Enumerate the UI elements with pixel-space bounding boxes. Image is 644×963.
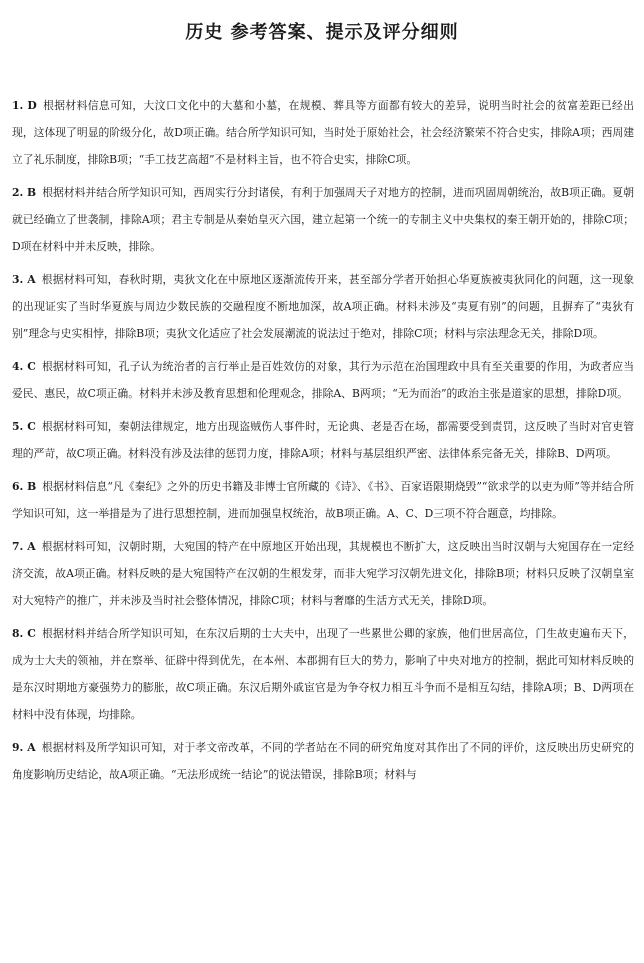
answer-item-9 (12, 734, 634, 788)
page-title: 历史 参考答案、提示及评分细则 (185, 22, 459, 43)
answer-number: 3. A (12, 273, 36, 286)
answer-number: 4. C (12, 360, 36, 373)
answer-text: 根据材料信息可知，大汶口文化中的大墓和小墓，在规模、葬具等方面都有较大的差异，说明当时社会的贫富差距已经出现，这体现了明显的阶级分化，故D项正确。结合所学知识可知，当时处于原始社会，社会经济繁荣不符合史实，排除A项；西周建立了礼乐制度，排除B项；“手工技艺高超”不是材料主旨，也不符合史实，排除C项。 (12, 99, 634, 166)
answer-number: 2. B (12, 186, 37, 199)
answer-text: 根据材料可知，春秋时期，夷狄文化在中原地区逐渐流传开来，甚至部分学者开始担心华夏族被夷狄同化的问题，这一现象的出现证实了当时华夏族与周边少数民族的交融程度不断地加深，故A项正确。材料未涉及“夷夏有别”的问题，且摒弃了“夷狄有别”理念与史实相悖，排除B项；夷狄文化适应了社会发展潮流的说法过于绝对，排除C项；材料与宗法理念无关，排除D项。 (12, 273, 634, 340)
answer-item-6 (12, 473, 634, 527)
answer-number: 6. B (12, 480, 37, 493)
answer-text: 根据材料及所学知识可知，对于孝文帝改革，不同的学者站在不同的研究角度对其作出了不同的评价，这反映出历史研究的角度影响历史结论，故A项正确。“无法形成统一结论”的说法错误，排除B项；材料与 (12, 741, 634, 781)
answer-text: 根据材料并结合所学知识可知，西周实行分封诸侯，有利于加强周天子对地方的控制，进而巩固周朝统治，故B项正确。夏朝就已经确立了世袭制，排除A项；君主专制是从秦始皇灭六国，建立起第一个统一的专制主义中央集权的秦王朝开始的，排除C项；D项在材料中并未反映，排除。 (12, 186, 634, 253)
answer-item-1 (12, 92, 634, 173)
answer-text: 根据材料可知，汉朝时期，大宛国的特产在中原地区开始出现，其规模也不断扩大，这反映出当时汉朝与大宛国存在一定经济交流，故A项正确。材料反映的是大宛国特产在汉朝的生根发芽，而非大宛学习汉朝先进文化，排除B项；材料只反映了汉朝皇室对大宛特产的推广，并未涉及当时社会整体情况，排除C项；材料与奢靡的生活方式无关，排除D项。 (12, 540, 634, 607)
answer-item-4 (12, 353, 634, 407)
answer-item-8 (12, 620, 634, 728)
answer-number: 1. D (12, 99, 37, 112)
answer-item-7 (12, 533, 634, 614)
answer-number: 8. C (12, 627, 36, 640)
answer-list (12, 92, 634, 794)
answer-text: 根据材料信息“凡《秦纪》之外的历史书籍及非博士官所藏的《诗》、《书》、百家语限期烧毁”“欲求学的以吏为师”等并结合所学知识可知，这一举措是为了进行思想控制，进而加强皇权统治，故B项正确。A、C、D三项不符合题意，均排除。 (12, 480, 635, 520)
answer-number: 7. A (12, 540, 36, 553)
answer-item-3 (12, 266, 634, 347)
answer-item-2 (12, 179, 634, 260)
answer-text: 根据材料可知，孔子认为统治者的言行举止是百姓效仿的对象，其行为示范在治国理政中具有至关重要的作用，为政者应当爱民、惠民，故C项正确。材料并未涉及教育思想和伦理观念，排除A、B两项；“无为而治”的政治主张是道家的思想，排除D项。 (12, 360, 634, 400)
answer-text: 根据材料可知，秦朝法律规定，地方出现盗贼伤人事件时，无论典、老是否在场，都需要受到责罚，这反映了当时对官吏管理的严苛，故C项正确。材料没有涉及法律的惩罚力度，排除A项；材料与基层组织严密、法律体系完备无关，排除B、D两项。 (12, 420, 634, 460)
answer-number: 5. C (12, 420, 36, 433)
answer-number: 9. A (12, 741, 36, 754)
answer-text: 根据材料并结合所学知识可知，在东汉后期的士大夫中，出现了一些累世公卿的家族，他们世居高位，门生故吏遍布天下，成为士大夫的领袖，并在察举、征辟中得到优先，在本州、本郡拥有巨大的势力，影响了中央对地方的控制，据此可知材料反映的是东汉时期地方豪强势力的膨胀，故C项正确。东汉后期外戚宦官是为争夺权力相互斗争而不是相互勾结，排除A项；B、D两项在材料中没有体现，均排除。 (12, 627, 634, 721)
answer-item-5 (12, 413, 634, 467)
